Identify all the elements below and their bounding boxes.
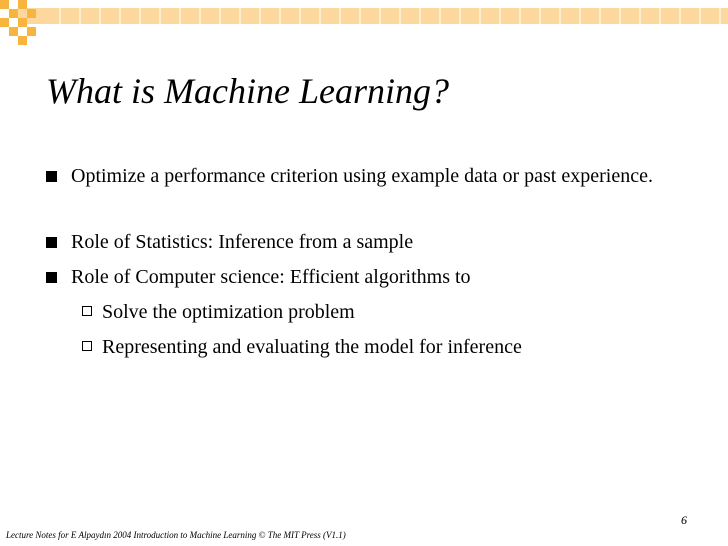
sub-bullet-text: Representing and evaluating the model for inference (102, 336, 522, 358)
square-bullet-icon (46, 171, 57, 182)
header-decoration (0, 0, 728, 50)
bullet-text: Role of Statistics: Inference from a sample (71, 231, 414, 253)
sub-bullet-item (82, 334, 682, 360)
square-bullet-icon (46, 272, 57, 283)
header-stripe-band (18, 8, 728, 24)
square-bullet-icon (46, 237, 57, 248)
hollow-square-bullet-icon (82, 341, 92, 351)
sub-bullet-text: Solve the optimization problem (102, 301, 355, 323)
footer-credit: Lecture Notes for E Alpaydın 2004 Introduction to Machine Learning © The MIT Press (V1.1) (6, 530, 346, 540)
bullet-text: Role of Computer science: Efficient algorithms to (71, 266, 471, 288)
bullet-item (46, 264, 686, 290)
sub-bullet-item (82, 299, 682, 325)
page-number: 6 (681, 513, 687, 527)
bullet-item (46, 229, 686, 255)
hollow-square-bullet-icon (82, 306, 92, 316)
slide-title: What is Machine Learning? (46, 71, 449, 111)
bullet-item (46, 163, 686, 189)
bullet-text: Optimize a performance criterion using example data or past experience. (71, 165, 653, 187)
